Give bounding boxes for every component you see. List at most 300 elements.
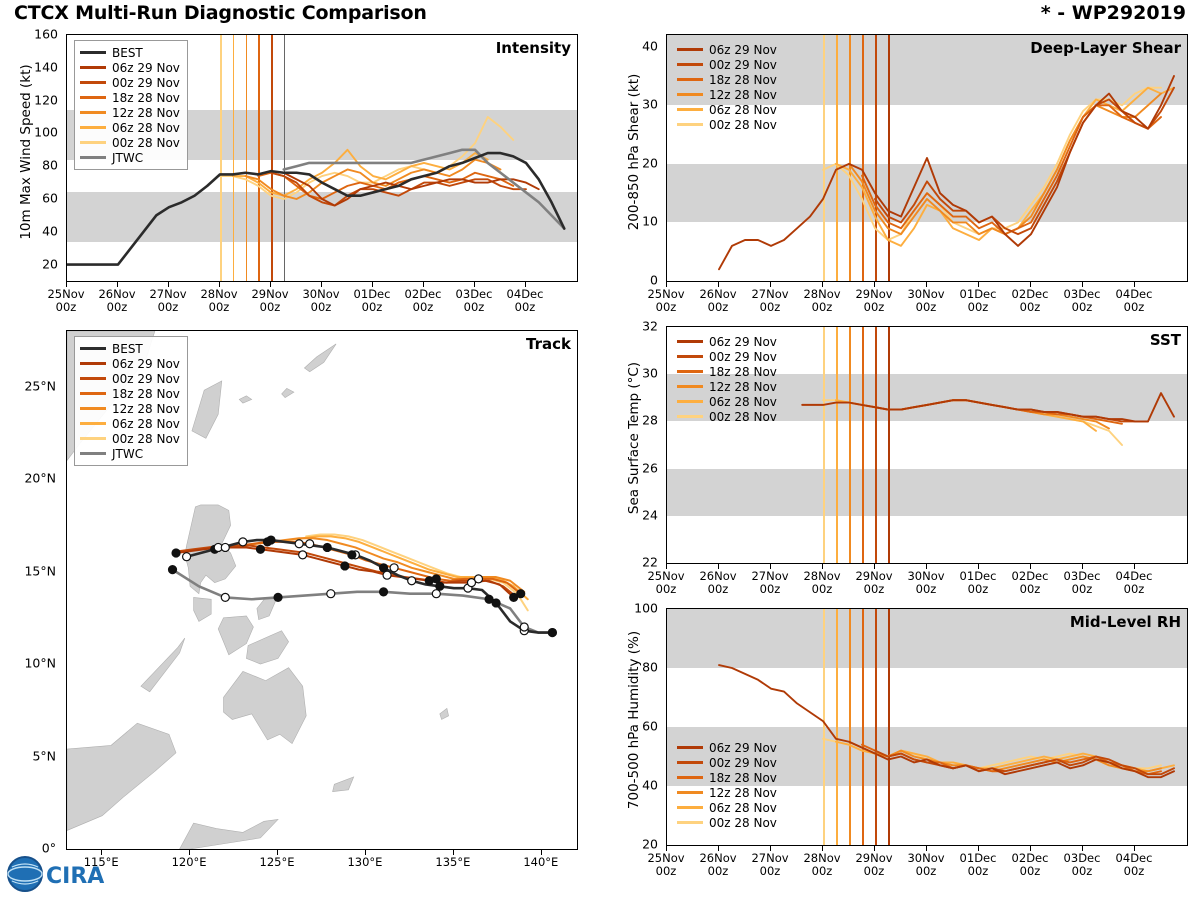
y-tick-label: 40 bbox=[642, 38, 658, 54]
legend-swatch bbox=[80, 437, 106, 440]
legend-swatch bbox=[80, 422, 106, 425]
x-tick-mark bbox=[1082, 564, 1083, 569]
x-tick-mark bbox=[874, 282, 875, 287]
legend-label: 12z 28 Nov bbox=[709, 379, 777, 394]
y-tick-label: 80 bbox=[42, 157, 58, 173]
landmass-yonaguni bbox=[239, 396, 251, 403]
legend-item bbox=[677, 770, 777, 785]
y-tick-label: 10°N bbox=[24, 655, 56, 671]
x-tick-label: 28Nov 00z bbox=[200, 287, 238, 315]
x-tick-mark bbox=[1030, 282, 1031, 287]
rh-y-ticks bbox=[600, 600, 662, 852]
x-tick-label: 25Nov 00z bbox=[647, 851, 685, 879]
storm-id-label: * - WP292019 bbox=[1040, 2, 1186, 24]
track-marker bbox=[432, 590, 440, 598]
landmass-halmahera-edge bbox=[333, 777, 354, 792]
x-tick-mark bbox=[1134, 846, 1135, 851]
legend-item bbox=[80, 75, 180, 90]
x-tick-label: 30Nov 00z bbox=[907, 287, 945, 315]
x-tick-label: 125°E bbox=[259, 855, 295, 869]
legend-item bbox=[80, 90, 180, 105]
x-tick-label: 130°E bbox=[347, 855, 383, 869]
x-tick-label: 04Dec 00z bbox=[1115, 569, 1153, 597]
legend-item bbox=[80, 356, 180, 371]
track-marker bbox=[517, 590, 525, 598]
legend-item bbox=[677, 57, 777, 72]
series-06z-28-nov bbox=[836, 400, 1096, 431]
x-tick-mark bbox=[926, 282, 927, 287]
x-tick-label: 30Nov 00z bbox=[302, 287, 340, 315]
track-marker bbox=[323, 543, 331, 551]
x-tick-mark bbox=[66, 282, 67, 287]
legend-item bbox=[80, 105, 180, 120]
legend-label: 00z 28 Nov bbox=[709, 117, 777, 132]
y-tick-label: 100 bbox=[34, 124, 58, 140]
legend-label: 00z 28 Nov bbox=[112, 431, 180, 446]
y-tick-label: 20 bbox=[642, 836, 658, 852]
track-marker bbox=[348, 551, 356, 559]
intensity-y-ticks bbox=[0, 26, 62, 286]
x-tick-label: 02Dec 00z bbox=[1011, 851, 1049, 879]
y-tick-label: 0 bbox=[650, 272, 658, 288]
series-18z-28-nov bbox=[862, 400, 1122, 424]
track-marker bbox=[221, 543, 229, 551]
legend-label: 06z 29 Nov bbox=[709, 42, 777, 57]
x-tick-mark bbox=[168, 282, 169, 287]
x-tick-mark bbox=[1134, 564, 1135, 569]
legend-item bbox=[80, 431, 180, 446]
legend-swatch bbox=[677, 48, 703, 51]
landmass-miyako bbox=[282, 388, 294, 397]
legend-item bbox=[80, 120, 180, 135]
landmass-okinawa bbox=[304, 344, 336, 372]
legend-swatch bbox=[80, 81, 106, 84]
rh-legend bbox=[672, 736, 784, 834]
track-marker bbox=[436, 582, 444, 590]
x-tick-label: 26Nov 00z bbox=[98, 287, 136, 315]
x-tick-label: 29Nov 00z bbox=[855, 851, 893, 879]
page-title: CTCX Multi-Run Diagnostic Comparison bbox=[14, 2, 427, 24]
legend-swatch bbox=[677, 355, 703, 358]
svg-text:CIRA: CIRA bbox=[46, 864, 105, 889]
shear-title: Deep-Layer Shear bbox=[1030, 39, 1181, 57]
y-tick-label: 22 bbox=[642, 554, 658, 570]
y-tick-label: 26 bbox=[642, 460, 658, 476]
track-marker bbox=[172, 549, 180, 557]
legend-item bbox=[677, 117, 777, 132]
legend-swatch bbox=[677, 761, 703, 764]
legend-label: 18z 28 Nov bbox=[709, 770, 777, 785]
y-tick-label: 60 bbox=[42, 190, 58, 206]
landmass-mindoro bbox=[194, 597, 212, 621]
track-marker bbox=[548, 629, 556, 637]
x-tick-mark bbox=[372, 282, 373, 287]
x-tick-label: 25Nov 00z bbox=[47, 287, 85, 315]
x-tick-mark bbox=[978, 282, 979, 287]
track-marker bbox=[299, 551, 307, 559]
x-tick-mark bbox=[666, 282, 667, 287]
legend-label: 06z 28 Nov bbox=[709, 800, 777, 815]
x-tick-label: 28Nov 00z bbox=[803, 569, 841, 597]
y-tick-label: 10 bbox=[642, 213, 658, 229]
x-tick-label: 27Nov 00z bbox=[751, 851, 789, 879]
x-tick-mark bbox=[101, 850, 102, 855]
legend-label: 06z 29 Nov bbox=[709, 740, 777, 755]
y-tick-label: 25°N bbox=[24, 378, 56, 393]
x-tick-mark bbox=[978, 564, 979, 569]
y-tick-label: 30 bbox=[642, 365, 658, 381]
series-06z-29-nov bbox=[284, 173, 539, 206]
series-12z-28-nov bbox=[849, 742, 1161, 772]
legend-swatch bbox=[677, 108, 703, 111]
legend-item bbox=[677, 409, 777, 424]
x-tick-mark bbox=[423, 282, 424, 287]
legend-label: 00z 29 Nov bbox=[709, 755, 777, 770]
legend-item bbox=[80, 446, 180, 461]
legend-swatch bbox=[677, 806, 703, 809]
track-title: Track bbox=[526, 335, 571, 353]
rh-title: Mid-Level RH bbox=[1069, 613, 1181, 631]
shear-panel bbox=[600, 26, 1200, 316]
y-tick-label: 80 bbox=[642, 659, 658, 675]
track-marker bbox=[383, 571, 391, 579]
legend-label: 06z 28 Nov bbox=[112, 416, 180, 431]
x-tick-mark bbox=[718, 564, 719, 569]
legend-swatch bbox=[677, 385, 703, 388]
legend-label: JTWC bbox=[112, 150, 144, 165]
legend-item bbox=[677, 785, 777, 800]
x-tick-mark bbox=[926, 846, 927, 851]
legend-item bbox=[80, 371, 180, 386]
x-tick-mark bbox=[541, 850, 542, 855]
legend-swatch bbox=[677, 93, 703, 96]
intensity-y-axis-label: 10m Max Wind Speed (kt) bbox=[18, 64, 34, 240]
track-y-ticks bbox=[0, 322, 62, 856]
legend-item bbox=[80, 135, 180, 150]
legend-swatch bbox=[677, 78, 703, 81]
y-tick-label: 20 bbox=[642, 155, 658, 171]
x-tick-label: 26Nov 00z bbox=[699, 851, 737, 879]
legend-swatch bbox=[677, 821, 703, 824]
series-00z-29-nov bbox=[271, 173, 526, 206]
x-tick-mark bbox=[270, 282, 271, 287]
x-tick-mark bbox=[926, 564, 927, 569]
track-marker bbox=[169, 566, 177, 574]
legend-item bbox=[80, 401, 180, 416]
y-tick-label: 60 bbox=[642, 718, 658, 734]
y-tick-label: 40 bbox=[642, 777, 658, 793]
legend-swatch bbox=[80, 377, 106, 380]
legend-item bbox=[677, 394, 777, 409]
legend-label: 00z 29 Nov bbox=[709, 57, 777, 72]
series-12z-28-nov bbox=[849, 94, 1161, 235]
legend-item bbox=[80, 150, 180, 165]
legend-item bbox=[677, 379, 777, 394]
x-tick-label: 01Dec 00z bbox=[959, 851, 997, 879]
track-marker bbox=[221, 593, 229, 601]
x-tick-label: 03Dec 00z bbox=[1063, 569, 1101, 597]
legend-swatch bbox=[677, 123, 703, 126]
legend-item bbox=[677, 334, 777, 349]
x-tick-mark bbox=[453, 850, 454, 855]
track-marker bbox=[306, 540, 314, 548]
x-tick-mark bbox=[978, 846, 979, 851]
x-tick-mark bbox=[117, 282, 118, 287]
legend-swatch bbox=[80, 156, 106, 159]
track-marker bbox=[520, 623, 528, 631]
landmass-palau bbox=[440, 708, 449, 719]
x-tick-mark bbox=[666, 846, 667, 851]
track-marker bbox=[408, 577, 416, 585]
x-tick-label: 02Dec 00z bbox=[404, 287, 442, 315]
legend-item bbox=[80, 341, 180, 356]
intensity-panel bbox=[0, 26, 590, 316]
x-tick-mark bbox=[1082, 846, 1083, 851]
track-marker bbox=[432, 575, 440, 583]
legend-swatch bbox=[677, 340, 703, 343]
legend-label: 00z 29 Nov bbox=[112, 371, 180, 386]
landmass-borneo bbox=[67, 723, 176, 830]
legend-label: 06z 28 Nov bbox=[112, 120, 180, 135]
x-tick-mark bbox=[718, 846, 719, 851]
shear-legend bbox=[672, 38, 784, 136]
x-tick-label: 30Nov 00z bbox=[907, 569, 945, 597]
legend-label: 12z 28 Nov bbox=[709, 87, 777, 102]
x-tick-label: 27Nov 00z bbox=[149, 287, 187, 315]
legend-label: 00z 28 Nov bbox=[112, 135, 180, 150]
y-tick-label: 120 bbox=[34, 92, 58, 108]
x-tick-label: 28Nov 00z bbox=[803, 851, 841, 879]
legend-item bbox=[677, 740, 777, 755]
x-tick-mark bbox=[1030, 564, 1031, 569]
shear-y-axis-label: 200-850 hPa Shear (kt) bbox=[626, 73, 642, 231]
y-tick-label: 30 bbox=[642, 96, 658, 112]
y-tick-label: 100 bbox=[634, 600, 658, 616]
track-x-ticks bbox=[66, 850, 578, 880]
landmass-mindanao bbox=[224, 668, 307, 744]
legend-label: 00z 28 Nov bbox=[709, 815, 777, 830]
x-tick-mark bbox=[474, 282, 475, 287]
legend-swatch bbox=[80, 362, 106, 365]
x-tick-label: 02Dec 00z bbox=[1011, 287, 1049, 315]
legend-swatch bbox=[677, 791, 703, 794]
series-06z-29-nov bbox=[802, 393, 1174, 421]
track-panel bbox=[0, 322, 590, 882]
x-tick-label: 04Dec 00z bbox=[506, 287, 544, 315]
legend-item bbox=[677, 349, 777, 364]
track-marker bbox=[485, 595, 493, 603]
x-tick-label: 04Dec 00z bbox=[1115, 851, 1153, 879]
x-tick-mark bbox=[525, 282, 526, 287]
sst-x-ticks bbox=[647, 564, 1188, 604]
legend-label: 18z 28 Nov bbox=[709, 72, 777, 87]
y-tick-label: 15°N bbox=[24, 563, 56, 578]
y-tick-label: 24 bbox=[642, 507, 658, 523]
x-tick-mark bbox=[365, 850, 366, 855]
x-tick-label: 27Nov 00z bbox=[751, 287, 789, 315]
legend-swatch bbox=[80, 126, 106, 129]
track-legend bbox=[74, 336, 188, 466]
legend-label: 18z 28 Nov bbox=[709, 364, 777, 379]
y-tick-label: 5°N bbox=[32, 748, 56, 763]
x-tick-label: 29Nov 00z bbox=[855, 287, 893, 315]
landmass-palawan bbox=[141, 638, 185, 692]
x-tick-label: 01Dec 00z bbox=[959, 569, 997, 597]
legend-item bbox=[80, 60, 180, 75]
legend-label: 12z 28 Nov bbox=[709, 785, 777, 800]
legend-label: BEST bbox=[112, 45, 143, 60]
legend-swatch bbox=[677, 370, 703, 373]
track-marker bbox=[475, 575, 483, 583]
rh-y-axis-label: 700-500 hPa Humidity (%) bbox=[626, 630, 642, 810]
legend-item bbox=[677, 102, 777, 117]
legend-label: BEST bbox=[112, 341, 143, 356]
landmass-sulawesi bbox=[180, 819, 278, 849]
cira-logo bbox=[6, 852, 118, 896]
x-tick-label: 04Dec 00z bbox=[1115, 287, 1153, 315]
legend-swatch bbox=[80, 111, 106, 114]
track-marker bbox=[390, 564, 398, 572]
legend-label: 06z 29 Nov bbox=[709, 334, 777, 349]
rh-x-ticks bbox=[647, 846, 1188, 886]
legend-swatch bbox=[677, 746, 703, 749]
y-tick-label: 160 bbox=[34, 26, 58, 42]
legend-item bbox=[80, 386, 180, 401]
legend-label: 06z 29 Nov bbox=[112, 356, 180, 371]
legend-swatch bbox=[80, 392, 106, 395]
x-tick-mark bbox=[822, 846, 823, 851]
legend-item bbox=[677, 87, 777, 102]
y-tick-label: 140 bbox=[34, 59, 58, 75]
x-tick-mark bbox=[770, 282, 771, 287]
intensity-x-ticks bbox=[47, 282, 578, 322]
legend-item bbox=[677, 72, 777, 87]
legend-swatch bbox=[677, 63, 703, 66]
track-marker bbox=[380, 564, 388, 572]
track-marker bbox=[327, 590, 335, 598]
legend-swatch bbox=[80, 66, 106, 69]
x-tick-mark bbox=[874, 564, 875, 569]
y-tick-label: 32 bbox=[642, 318, 658, 334]
track-marker bbox=[295, 540, 303, 548]
track-marker bbox=[256, 545, 264, 553]
y-tick-label: 20°N bbox=[24, 470, 56, 486]
legend-label: 18z 28 Nov bbox=[112, 90, 180, 105]
track-marker bbox=[263, 538, 271, 546]
y-tick-label: 40 bbox=[42, 223, 58, 239]
rh-panel bbox=[600, 600, 1200, 890]
x-tick-label: 135°E bbox=[435, 855, 471, 869]
landmass-catanduanes-area bbox=[257, 597, 276, 619]
legend-label: 06z 28 Nov bbox=[709, 102, 777, 117]
legend-label: 00z 29 Nov bbox=[709, 349, 777, 364]
track-marker bbox=[274, 593, 282, 601]
x-tick-mark bbox=[822, 282, 823, 287]
y-tick-label: 0° bbox=[41, 840, 56, 856]
x-tick-label: 120°E bbox=[171, 855, 207, 869]
x-tick-mark bbox=[770, 846, 771, 851]
x-tick-label: 28Nov 00z bbox=[803, 287, 841, 315]
y-tick-label: 28 bbox=[642, 412, 658, 428]
intensity-title: Intensity bbox=[495, 39, 571, 57]
x-tick-label: 01Dec 00z bbox=[959, 287, 997, 315]
sst-title: SST bbox=[1149, 331, 1181, 349]
x-tick-label: 30Nov 00z bbox=[907, 851, 945, 879]
legend-swatch bbox=[80, 96, 106, 99]
legend-swatch bbox=[677, 415, 703, 418]
landmass-samar-leyte bbox=[246, 631, 288, 664]
legend-item bbox=[80, 416, 180, 431]
legend-label: 06z 29 Nov bbox=[112, 60, 180, 75]
x-tick-label: 03Dec 00z bbox=[1063, 287, 1101, 315]
sst-legend bbox=[672, 330, 784, 428]
track-marker bbox=[239, 538, 247, 546]
x-tick-label: 140°E bbox=[523, 855, 559, 869]
sst-panel bbox=[600, 318, 1200, 598]
y-tick-label: 20 bbox=[42, 256, 58, 272]
track-marker bbox=[183, 553, 191, 561]
legend-swatch bbox=[80, 452, 106, 455]
x-tick-mark bbox=[277, 850, 278, 855]
x-tick-label: 29Nov 00z bbox=[251, 287, 289, 315]
intensity-legend bbox=[74, 40, 188, 170]
legend-swatch bbox=[677, 400, 703, 403]
legend-swatch bbox=[80, 51, 106, 54]
legend-swatch bbox=[80, 407, 106, 410]
x-tick-label: 25Nov 00z bbox=[647, 569, 685, 597]
sst-y-axis-label: Sea Surface Temp (°C) bbox=[626, 361, 642, 515]
x-tick-mark bbox=[1030, 846, 1031, 851]
legend-item bbox=[677, 364, 777, 379]
legend-label: JTWC bbox=[112, 446, 144, 461]
x-tick-label: 26Nov 00z bbox=[699, 287, 737, 315]
x-tick-mark bbox=[321, 282, 322, 287]
x-tick-label: 25Nov 00z bbox=[647, 287, 685, 315]
shear-y-ticks bbox=[600, 26, 662, 286]
legend-label: 06z 28 Nov bbox=[709, 394, 777, 409]
legend-label: 12z 28 Nov bbox=[112, 105, 180, 120]
legend-item bbox=[677, 42, 777, 57]
x-tick-label: 26Nov 00z bbox=[699, 569, 737, 597]
x-tick-mark bbox=[874, 846, 875, 851]
shear-x-ticks bbox=[647, 282, 1188, 322]
legend-label: 12z 28 Nov bbox=[112, 401, 180, 416]
x-tick-label: 03Dec 00z bbox=[1063, 851, 1101, 879]
legend-label: 00z 29 Nov bbox=[112, 75, 180, 90]
legend-swatch bbox=[677, 776, 703, 779]
legend-item bbox=[677, 815, 777, 830]
x-tick-label: 01Dec 00z bbox=[353, 287, 391, 315]
legend-label: 18z 28 Nov bbox=[112, 386, 180, 401]
track-marker bbox=[380, 588, 388, 596]
legend-item bbox=[677, 800, 777, 815]
legend-label: 00z 28 Nov bbox=[709, 409, 777, 424]
x-tick-label: 02Dec 00z bbox=[1011, 569, 1049, 597]
x-tick-mark bbox=[1134, 282, 1135, 287]
x-tick-mark bbox=[219, 282, 220, 287]
landmass-taiwan bbox=[192, 381, 222, 438]
x-tick-mark bbox=[189, 850, 190, 855]
x-tick-mark bbox=[1082, 282, 1083, 287]
x-tick-mark bbox=[822, 564, 823, 569]
legend-item bbox=[677, 755, 777, 770]
x-tick-mark bbox=[770, 564, 771, 569]
legend-item bbox=[80, 45, 180, 60]
x-tick-mark bbox=[718, 282, 719, 287]
x-tick-label: 29Nov 00z bbox=[855, 569, 893, 597]
track-marker bbox=[341, 562, 349, 570]
legend-swatch bbox=[80, 141, 106, 144]
